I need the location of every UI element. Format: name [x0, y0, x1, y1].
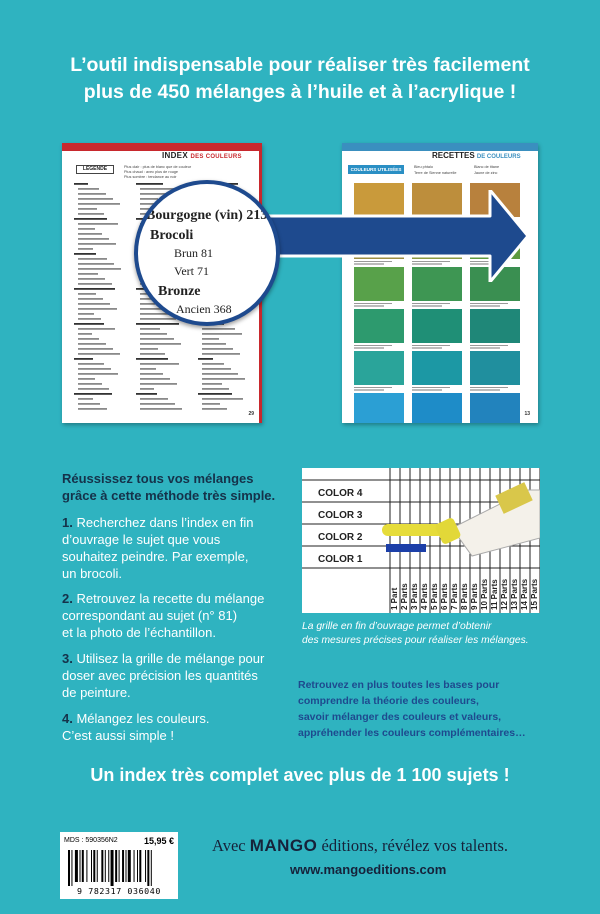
index-text-line [202, 388, 229, 390]
index-text-line [78, 188, 99, 190]
step-text: Recherchez dans l’index en fin [76, 515, 254, 530]
index-text-line [74, 183, 88, 185]
index-legend-line: Plus sombre : tendance au noir [124, 175, 177, 179]
index-text-line [78, 333, 92, 335]
index-text-line [78, 298, 103, 300]
index-text-line [140, 373, 163, 375]
recipe-page-header-bar [342, 143, 538, 151]
index-text-line [78, 243, 116, 245]
barcode-bar [68, 850, 70, 886]
product-reference: MDS : 590356N2 [64, 837, 118, 844]
headline [0, 52, 600, 106]
blue-paint-stroke [386, 544, 426, 552]
index-text-line [140, 388, 154, 390]
index-text-line [74, 288, 115, 290]
barcode-bar [119, 850, 120, 882]
barcode-bar [115, 850, 117, 882]
index-page-number: 29 [248, 411, 254, 417]
extra-line: savoir mélanger des couleurs et valeurs, [298, 711, 502, 723]
grid-column-label: 5 Parts [430, 583, 439, 610]
index-text-line [140, 333, 167, 335]
index-text-line [140, 338, 174, 340]
recipe-page-illustration [342, 143, 538, 423]
grid-column-label: 12 Parts [500, 578, 509, 610]
index-text-line [78, 388, 109, 390]
index-text-line [140, 383, 177, 385]
recipe-legend-item: Blanc de titane [474, 165, 500, 169]
step-text: de peinture. [62, 685, 131, 700]
magnified-entry-bronze: Bronze [158, 284, 201, 299]
index-text-line [74, 218, 107, 220]
grid-column-label: 11 Parts [490, 579, 499, 610]
grid-caption-line: des mesures précises pour réaliser les mélanges. [302, 635, 529, 646]
barcode-bar [147, 850, 149, 886]
index-text-line [78, 213, 104, 215]
step-text: d’ouvrage le sujet que vous [62, 532, 221, 547]
index-text-line [78, 353, 120, 355]
color-swatch [412, 351, 462, 385]
index-text-line [198, 358, 213, 360]
index-text-line [78, 313, 94, 315]
index-text-line [202, 363, 224, 365]
color-swatch [470, 351, 520, 385]
headline-line-2: plus de 450 mélanges à l’huile et à l’acrylique ! [83, 81, 517, 103]
grid-column-label: 3 Parts [410, 583, 419, 610]
index-text-line [78, 193, 106, 195]
index-text-line [78, 258, 107, 260]
colors-used-label: COULEURS UTILISÉES [348, 165, 404, 174]
barcode-bar [101, 850, 103, 882]
index-text-line [78, 348, 113, 350]
grid-column-label: 10 Parts [480, 578, 489, 610]
recipe-legend-item: Terre de Sienne naturelle [414, 171, 457, 175]
index-text-line [136, 358, 168, 360]
index-text-line [78, 233, 102, 235]
color-swatch [354, 393, 404, 423]
barcode-bar [97, 850, 98, 882]
step-number: 3. [62, 651, 73, 666]
index-text-line [78, 328, 115, 330]
index-text-line [78, 293, 96, 295]
index-text-line [78, 228, 95, 230]
price: 15,95 € [143, 836, 174, 846]
barcode-bar [134, 850, 135, 882]
grid-column-label: 13 Parts [510, 578, 519, 610]
index-text-line [140, 378, 170, 380]
index-text-line [78, 273, 98, 275]
step-1 [62, 514, 254, 582]
barcode-bar [86, 850, 87, 882]
barcode-bar [105, 850, 106, 882]
magnified-sub-ancien: Ancien 368 [176, 302, 232, 316]
recipe-title-main: RECETTES [432, 151, 475, 160]
barcode-bar [108, 850, 109, 882]
magnified-entry-brocoli: Brocoli [150, 228, 194, 243]
index-text-line [140, 403, 175, 405]
index-text-line [140, 398, 168, 400]
step-text: souhaitez peindre. Par exemple, [62, 549, 249, 564]
index-text-line [202, 368, 231, 370]
barcode-bar [137, 850, 138, 882]
step-text: et la photo de l’échantillon. [62, 625, 216, 640]
grid-column-label: 8 Parts [460, 583, 469, 610]
index-legend-lines [124, 165, 244, 180]
index-text-line [78, 283, 112, 285]
grid-row-label: COLOR 4 [318, 488, 363, 499]
index-text-line [202, 408, 227, 410]
tagline-after: éditions, révélez vos talents. [317, 836, 509, 855]
step-text: Utilisez la grille de mélange pour [76, 651, 265, 666]
color-swatch [470, 393, 520, 423]
barcode-bar [111, 850, 114, 886]
color-swatch [354, 351, 404, 385]
step-text: un brocoli. [62, 566, 122, 581]
index-text-line [78, 343, 106, 345]
index-text-line [78, 408, 107, 410]
index-text-line [202, 353, 240, 355]
index-text-line [78, 238, 109, 240]
recipe-page-number: 13 [524, 411, 530, 417]
step-text: Retrouvez la recette du mélange [76, 591, 265, 606]
step-number: 2. [62, 591, 73, 606]
index-text-line [202, 333, 242, 335]
index-text-line [78, 363, 104, 365]
index-text-line [78, 368, 111, 370]
step-4 [62, 710, 209, 744]
index-text-line [202, 328, 235, 330]
barcode-bar [71, 850, 72, 886]
index-promo-line: Un index très complet avec plus de 1 100 sujets ! [90, 765, 510, 785]
index-text-line [78, 208, 97, 210]
index-text-line [136, 323, 179, 325]
step-text: C’est aussi simple ! [62, 728, 174, 743]
magnified-sub-brun: Brun 81 [174, 246, 213, 260]
index-text-line [78, 263, 114, 265]
index-text-line [74, 253, 96, 255]
index-title-main: INDEX [162, 151, 188, 160]
grid-column-label: 4 Parts [420, 583, 429, 610]
index-text-line [140, 368, 156, 370]
barcode-bar [91, 850, 92, 882]
barcode-bar [93, 850, 95, 882]
step-number: 4. [62, 711, 73, 726]
extra-line: appréhender les couleurs complémentaires… [298, 727, 526, 739]
index-text-line [136, 183, 163, 185]
step-3 [62, 650, 264, 701]
grid-column-label: 15 Parts [530, 578, 539, 610]
step-text: doser avec précision les quantités [62, 668, 258, 683]
index-text-line [140, 303, 155, 305]
step-2 [62, 590, 264, 641]
grid-caption-line: La grille en fin d’ouvrage permet d’obtenir [302, 621, 492, 632]
index-text-line [78, 268, 121, 270]
magnified-sub-vert: Vert 71 [174, 264, 209, 278]
barcode-bar [145, 850, 146, 882]
method-intro [62, 470, 275, 504]
publisher-website: www.mangoeditions.com [290, 862, 447, 877]
tagline-before: Avec [212, 836, 250, 855]
recipe-title-suffix: DE COULEURS [476, 154, 521, 160]
barcode-bar [128, 850, 131, 882]
barcode-bars [68, 850, 170, 886]
index-text-line [78, 303, 110, 305]
index-text-line [78, 378, 95, 380]
extra-line: Retrouvez en plus toutes les bases pour [298, 679, 500, 691]
index-text-line [202, 348, 233, 350]
index-legend-line: Plus chaud : avec plus de rouge [124, 170, 179, 174]
extra-line: comprendre la théorie des couleurs, [298, 695, 479, 707]
index-text-line [202, 403, 220, 405]
method-intro-line: grâce à cette méthode très simple. [62, 488, 276, 503]
grid-row-label: COLOR 3 [318, 510, 363, 521]
grid-caption [302, 620, 552, 648]
index-text-line [140, 328, 160, 330]
mixing-grid-photo [302, 468, 540, 613]
index-text-line [78, 398, 93, 400]
index-text-line [74, 393, 112, 395]
step-text: correspondant au sujet (n° 81) [62, 608, 238, 623]
index-text-line [78, 203, 120, 205]
grid-column-label: 2 Parts [400, 583, 409, 610]
index-text-line [140, 313, 169, 315]
recipe-legend-item: Bleu phtalo [414, 165, 433, 169]
grid-row-label: COLOR 2 [318, 532, 363, 543]
grid-column-label: 14 Parts [520, 578, 529, 610]
color-swatch [354, 309, 404, 343]
index-title-suffix: DES COULEURS [190, 154, 242, 160]
isbn-number: 9 782317 036040 [77, 886, 161, 896]
index-legend-line: Plus clair : plus de blanc que de couleur [124, 165, 192, 169]
index-text-line [202, 378, 245, 380]
barcode-bar [82, 850, 84, 882]
recipe-legend-item: Jaune de zinc [474, 171, 498, 175]
barcode-bar [139, 850, 141, 882]
index-text-line [78, 198, 113, 200]
magnified-entry-bourgogne: Bourgogne (vin) 213 [146, 208, 268, 223]
recipe-page-title [432, 151, 521, 160]
grid-column-label: 9 Parts [470, 583, 479, 610]
index-text-line [202, 343, 226, 345]
index-text-line [140, 348, 158, 350]
index-text-line [202, 338, 219, 340]
yellow-paint-stroke [382, 524, 444, 536]
barcode-bar [122, 850, 124, 882]
barcode-bar [151, 850, 152, 886]
step-text: Mélangez les couleurs. [76, 711, 210, 726]
index-text-line [78, 383, 102, 385]
barcode-box [60, 832, 178, 899]
barcode-bar [80, 850, 81, 882]
grid-row-label: COLOR 1 [318, 554, 363, 565]
extra-content-note [298, 677, 558, 741]
index-text-line [78, 248, 93, 250]
publisher-tagline [212, 836, 508, 856]
publisher-brand: MANGO [249, 836, 318, 855]
grid-column-label: 7 Parts [450, 583, 459, 610]
index-text-line [78, 318, 101, 320]
color-swatch [470, 309, 520, 343]
step-number: 1. [62, 515, 73, 530]
index-text-line [78, 403, 100, 405]
barcode-bar [126, 850, 127, 882]
color-swatch [412, 309, 462, 343]
index-text-line [78, 373, 118, 375]
method-intro-line: Réussissez tous vos mélanges [62, 471, 254, 486]
index-text-line [136, 393, 157, 395]
index-text-line [202, 383, 222, 385]
index-text-line [202, 373, 238, 375]
index-text-line [140, 408, 182, 410]
headline-line-1: L’outil indispensable pour réaliser très facilement [70, 54, 530, 76]
barcode-bar [75, 850, 78, 882]
index-legend-box: LÉGENDE [76, 165, 114, 174]
color-swatch [412, 393, 462, 423]
index-text-line [78, 338, 99, 340]
index-text-line [78, 223, 118, 225]
index-text-line [198, 393, 232, 395]
index-text-line [78, 278, 105, 280]
index-page-header-bar [62, 143, 262, 151]
index-text-line [202, 398, 243, 400]
mixing-grid-drawing [302, 468, 540, 613]
index-text-line [140, 353, 165, 355]
magnifier-lens [134, 180, 280, 326]
grid-column-label: 1 Part [390, 587, 399, 610]
index-text-line [140, 343, 181, 345]
index-page-title [162, 151, 242, 160]
index-text-line [74, 358, 93, 360]
index-text-line [140, 363, 179, 365]
index-text-line [78, 308, 117, 310]
index-text-line [74, 323, 104, 325]
grid-column-label: 6 Parts [440, 583, 449, 610]
index-text-line [140, 318, 176, 320]
tube-nozzle-paint [434, 517, 461, 545]
